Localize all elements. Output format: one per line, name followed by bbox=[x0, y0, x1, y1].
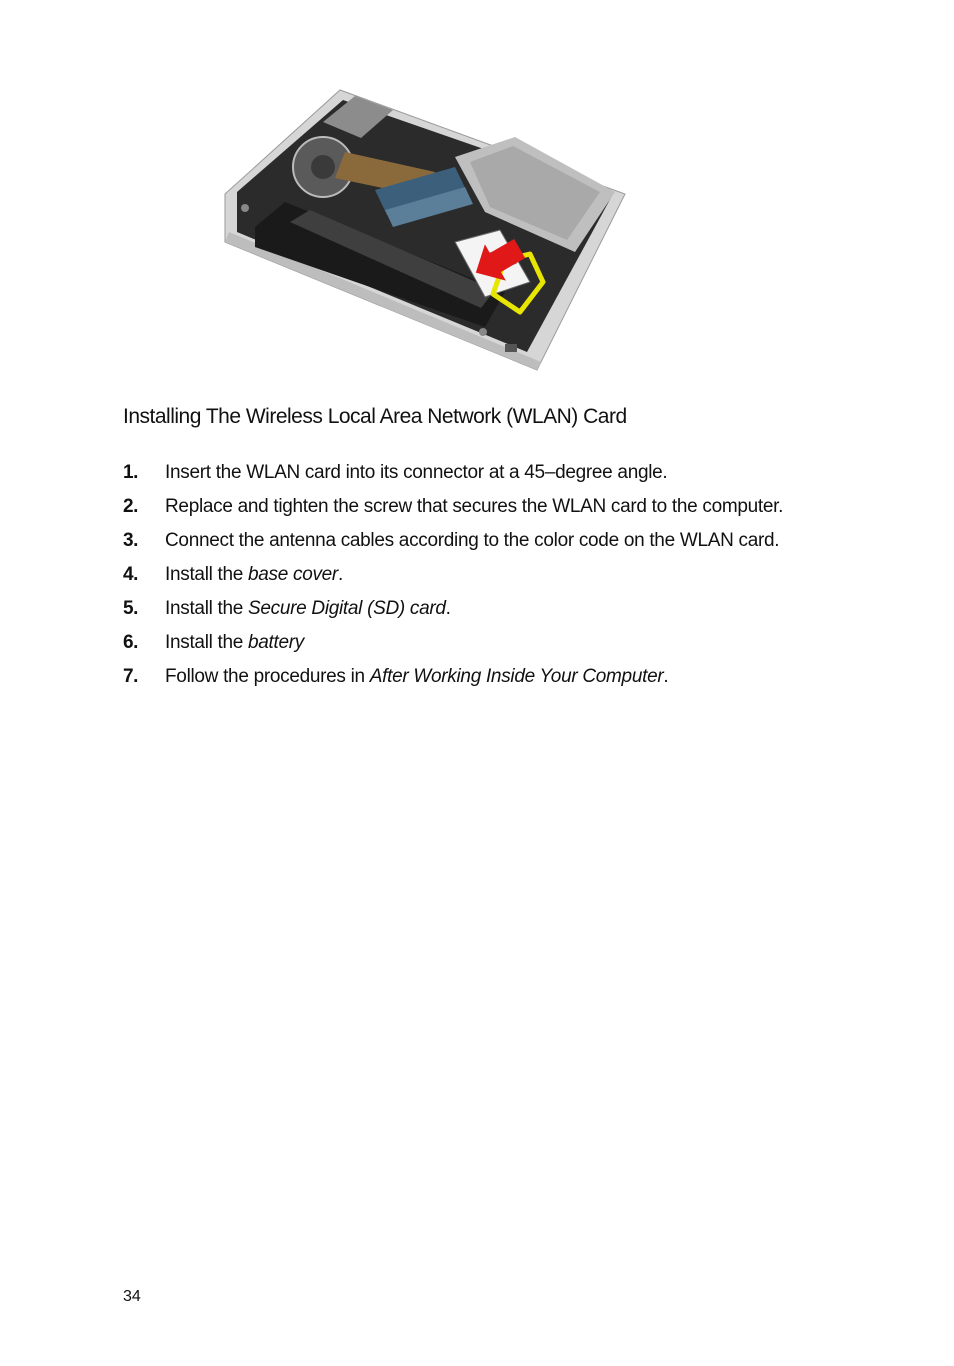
step-item bbox=[123, 595, 823, 622]
step-item bbox=[123, 493, 823, 520]
step-text: Replace and tighten the screw that secures the WLAN card to the computer. bbox=[165, 496, 784, 517]
step-suffix: . bbox=[445, 598, 451, 619]
battery-link[interactable]: battery bbox=[248, 632, 305, 653]
step-text: Insert the WLAN card into its connector at a 45–degree angle. bbox=[165, 462, 668, 483]
step-text: Connect the antenna cables according to the color code on the WLAN card. bbox=[165, 530, 780, 551]
installation-steps-list bbox=[123, 459, 823, 697]
step-text: Install the bbox=[165, 632, 249, 653]
page-number: 34 bbox=[123, 1288, 141, 1305]
base-cover-link[interactable]: base cover bbox=[248, 564, 338, 585]
step-item bbox=[123, 561, 823, 588]
after-working-inside-link[interactable]: After Working Inside Your Computer bbox=[369, 666, 664, 687]
step-number: 3. bbox=[123, 530, 138, 551]
step-number: 7. bbox=[123, 666, 138, 687]
step-text: Install the bbox=[165, 564, 249, 585]
step-item bbox=[123, 663, 823, 690]
step-number: 4. bbox=[123, 564, 138, 585]
step-number: 5. bbox=[123, 598, 138, 619]
step-item bbox=[123, 459, 823, 486]
step-number: 1. bbox=[123, 462, 138, 483]
step-text: Install the bbox=[165, 598, 249, 619]
laptop-illustration bbox=[215, 82, 630, 374]
step-item bbox=[123, 527, 823, 554]
step-number: 2. bbox=[123, 496, 138, 517]
step-suffix: . bbox=[663, 666, 669, 687]
step-text: Follow the procedures in bbox=[165, 666, 370, 687]
section-heading: Installing The Wireless Local Area Network (WLAN) Card bbox=[123, 405, 627, 428]
step-item bbox=[123, 629, 823, 656]
step-number: 6. bbox=[123, 632, 138, 653]
sd-card-link[interactable]: Secure Digital (SD) card bbox=[248, 598, 446, 619]
step-suffix: . bbox=[337, 564, 343, 585]
laptop-wlan-installation-photo bbox=[215, 82, 630, 374]
